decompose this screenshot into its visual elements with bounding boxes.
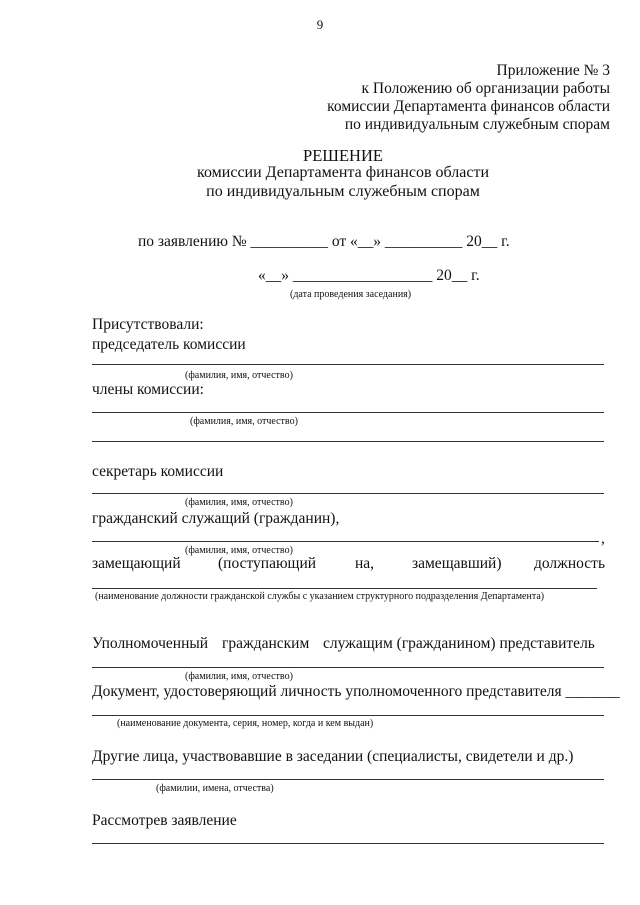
civil-servant-fill-line bbox=[92, 541, 599, 542]
replacing-word-5: должность bbox=[534, 555, 606, 572]
application-line: по заявлению № __________ от «__» __________ 20__ г. bbox=[138, 233, 510, 250]
members-fill-line-2 bbox=[92, 441, 604, 442]
position-caption: (наименование должности гражданской службы с указанием структурного подразделения Департамента) bbox=[95, 591, 545, 602]
identity-document-label: Документ, удостоверяющий личность уполномоченного представителя _______ bbox=[92, 683, 620, 700]
considered-fill-line bbox=[92, 843, 604, 844]
appendix-line-2: к Положению об организации работы bbox=[361, 80, 610, 97]
session-date-caption: (дата проведения заседания) bbox=[290, 289, 412, 300]
civil-servant-label: гражданский служащий (гражданин), bbox=[92, 510, 340, 527]
other-persons-label: Другие лица, участвовавшие в заседании (специалисты, свидетели и др.) bbox=[92, 748, 574, 765]
title-heading: РЕШЕНИЕ bbox=[303, 146, 383, 165]
representative-word-2: гражданским bbox=[222, 635, 310, 652]
replacing-word-2: (поступающий bbox=[218, 555, 317, 572]
representative-word-1: Уполномоченный bbox=[92, 635, 209, 652]
appendix-line-4: по индивидуальным служебным спорам bbox=[344, 116, 610, 133]
other-persons-fill-line bbox=[92, 779, 604, 780]
replacing-word-3: на, bbox=[355, 555, 375, 572]
position-fill-line bbox=[92, 588, 597, 589]
title-line-3: по индивидуальным служебным спорам bbox=[206, 183, 480, 200]
replacing-word-4: замещавший) bbox=[412, 555, 502, 572]
chair-fio-caption: (фамилия, имя, отчество) bbox=[185, 370, 293, 381]
appendix-number: Приложение № 3 bbox=[496, 62, 610, 79]
page-number: 9 bbox=[316, 17, 324, 32]
chair-label: председатель комиссии bbox=[92, 336, 246, 353]
civil-servant-comma: , bbox=[601, 530, 605, 547]
members-label: члены комиссии: bbox=[92, 381, 204, 398]
other-persons-caption: (фамилии, имена, отчества) bbox=[156, 783, 274, 794]
session-date-line: «__» __________________ 20__ г. bbox=[258, 267, 480, 284]
representative-fio-caption: (фамилия, имя, отчество) bbox=[185, 671, 293, 682]
appendix-line-3: комиссии Департамента финансов области bbox=[327, 98, 610, 115]
members-fio-caption: (фамилия, имя, отчество) bbox=[190, 416, 298, 427]
secretary-fill-line bbox=[92, 493, 604, 494]
secretary-label: секретарь комиссии bbox=[92, 463, 224, 480]
replacing-word-1: замещающий bbox=[92, 555, 181, 572]
secretary-fio-caption: (фамилия, имя, отчество) bbox=[185, 497, 293, 508]
members-fill-line-1 bbox=[92, 412, 604, 413]
title-line-2: комиссии Департамента финансов области bbox=[197, 164, 489, 181]
chair-fill-line bbox=[92, 364, 604, 365]
representative-word-3: служащим (гражданином) представитель bbox=[323, 635, 595, 652]
present-label: Присутствовали: bbox=[92, 316, 204, 333]
representative-fill-line bbox=[92, 667, 604, 668]
identity-document-caption: (наименование документа, серия, номер, когда и кем выдан) bbox=[117, 718, 374, 729]
civil-servant-fio-caption: (фамилия, имя, отчество) bbox=[185, 545, 293, 556]
identity-document-fill-line bbox=[92, 715, 604, 716]
considered-label: Рассмотрев заявление bbox=[92, 812, 237, 829]
